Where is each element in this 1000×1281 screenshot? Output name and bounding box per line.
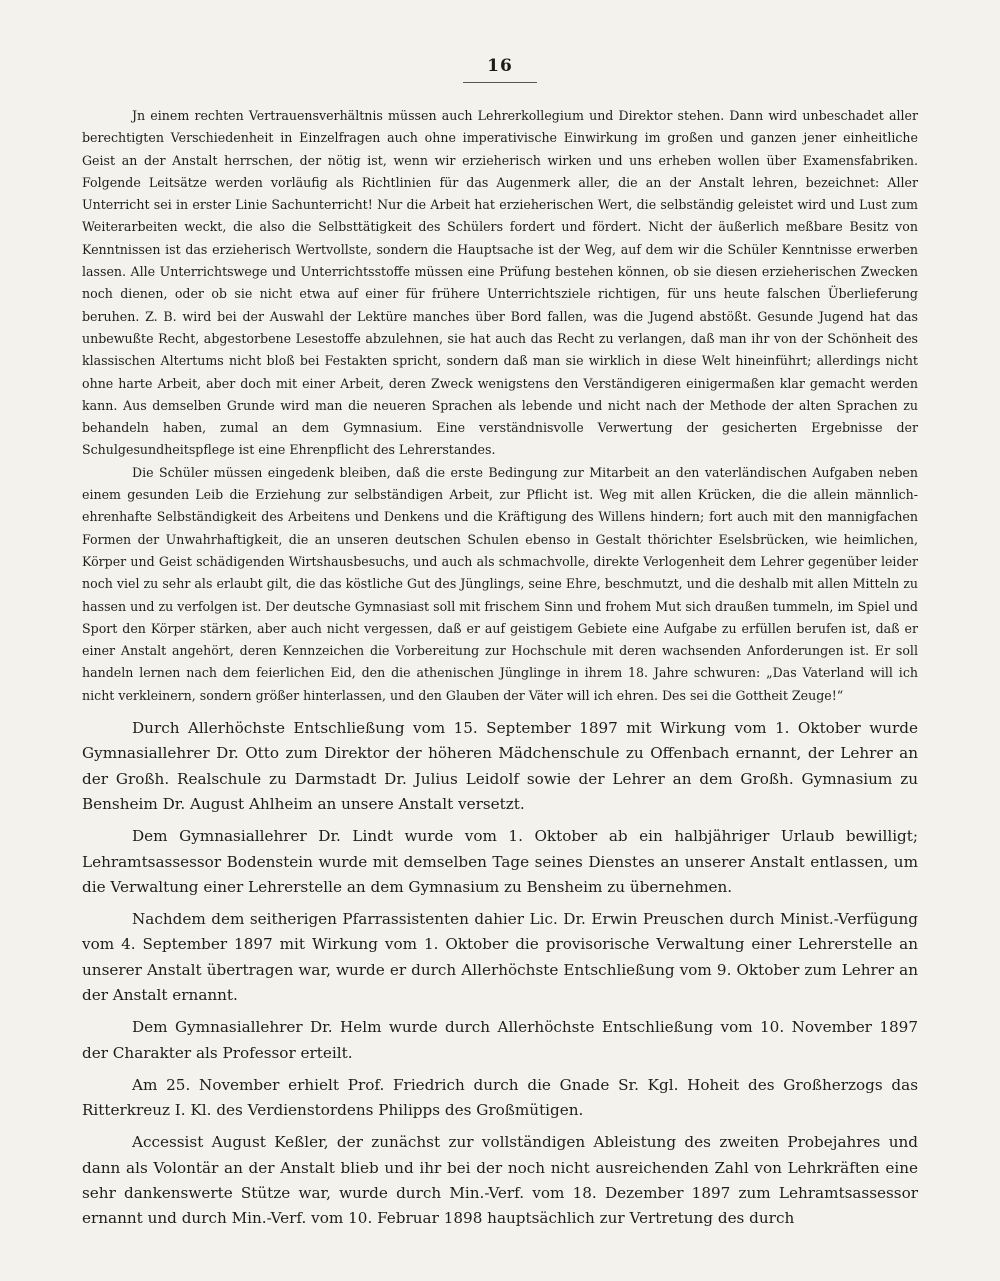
paragraph-kessler: Accessist August Keßler, der zunächst zur vollständigen Ableistung des zweiten Probejahres und dann als Volontär an der Anstalt blieb und ihr bei der noch nicht ausreichenden Zahl von Lehrkräften eine sehr dankenswerte Stütze war, wurde durch Min.-Verf. vom 18. Dezember 1897 zum Lehramtsassessor ernannt und durch Min.-Verf. vom 10. Februar 1898 hauptsächlich zur Vertretung des durch: [82, 1133, 918, 1228]
paragraph-otto-appointment: Durch Allerhöchste Entschließung vom 15. September 1897 mit Wirkung vom 1. Oktober wurde Gymnasiallehrer Dr. Otto zum Direktor der höheren Mädchenschule zu Offenbach ernannt, der Lehrer an der Großh. Realschule zu Darmstadt Dr. Julius Leidolf sowie der Lehrer an dem Großh. Gymnasium zu Bensheim Dr. August Ahlheim an unsere Anstalt versetzt.: [82, 719, 918, 813]
page-number: 16: [487, 56, 513, 76]
staff-changes-section: [82, 716, 918, 1232]
paragraph-students: Die Schüler müssen eingedenk bleiben, daß die erste Bedingung zur Mitarbeit an den vaterländischen Aufgaben neben einem gesunden Leib die Erziehung zur selbständigen Arbeit, zur Pflicht ist. Weg mit allen Krücken, die die allein männlich-ehrenhafte Selbständigkeit des Arbeitens und Denkens und die Kräftigung des Willens hindern; fort auch mit den mannigfachen Formen der Unwahrhaftigkeit, die an unseren deutschen Schulen ebenso in Gestalt thörichter Eselsbrücken, wie heimlichen, Körper und Geist schädigenden Wirtshausbesuchs, und auch als schmachvolle, direkte Verlogenheit dem Lehrer gegenüber leider noch viel zu sehr als erlaubt gilt, die das köstliche Gut des Jünglings, seine Ehre, beschmutzt, und die deshalb mit allen Mitteln zu hassen und zu verfolgen ist. Der deutsche Gymnasiast soll mit frischem Sinn und frohem Mut sich draußen tummeln, im Spiel und Sport den Körper stärken, aber auch nicht vergessen, daß er auf geistigem Gebiete eine Aufgabe zu erfüllen berufen ist, daß er einer Anstalt angehört, deren Kennzeichen die Vorbereitung zur Hochschule mit deren wachsenden Anforderungen ist. Er soll handeln lernen nach dem feierlichen Eid, den die athenischen Jünglinge in ihrem 18. Jahre schwuren: „Das Vaterland will ich nicht verkleinern, sondern größer hinterlassen, und den Glauben der Väter will ich ehren. Des sei die Gottheit Zeuge!“: [82, 464, 918, 703]
paragraph-friedrich: Am 25. November erhielt Prof. Friedrich durch die Gnade Sr. Kgl. Hoheit des Großherzogs das Ritterkreuz I. Kl. des Verdienstordens Philipps des Großmütigen.: [82, 1075, 918, 1120]
paragraph-helm: Dem Gymnasiallehrer Dr. Helm wurde durch Allerhöchste Entschließung vom 10. November 1897 der Charakter als Professor erteilt.: [82, 1018, 918, 1062]
page-number-underline: [463, 82, 537, 83]
paragraph-preuschen: Nachdem dem seitherigen Pfarrassistenten dahier Lic. Dr. Erwin Preuschen durch Minist.-Verfügung vom 4. September 1897 mit Wirkung vom 1. Oktober die provisorische Verwaltung einer Lehrerstelle an unserer Anstalt übertragen war, wurde er durch Allerhöchste Entschließung vom 9. Oktober zum Lehrer an der Anstalt ernannt.: [82, 910, 918, 1004]
paragraph-lindt-leave: Dem Gymnasiallehrer Dr. Lindt wurde vom 1. Oktober ab ein halbjähriger Urlaub bewilligt; Lehramtsassessor Bodenstein wurde mit demselben Tage seines Dienstes an unserer Anstalt entlassen, um die Verwaltung einer Lehrerstelle an dem Gymnasium zu Bensheim zu übernehmen.: [82, 827, 918, 896]
small-print-section: [82, 105, 918, 707]
paragraph-teachers-director: Jn einem rechten Vertrauensverhältnis müssen auch Lehrerkollegium und Direktor stehen. Dann wird unbeschadet aller berechtigten Verschiedenheit in Einzelfragen auch ohne imperativische Einwirkung im großen und ganzen jener einheitliche Geist an der Anstalt herrschen, der nötig ist, wenn wir erzieherisch wirken und uns erheben wollen über Examensfabriken. Folgende Leitsätze werden vorläufig als Richtlinien für das Augenmerk aller, die an der Anstalt lehren, bezeichnet: Aller Unterricht sei in erster Linie Sachunterricht! Nur die Arbeit hat erzieherischen Wert, die selbständig geleistet wird und Lust zum Weiterarbeiten weckt, die also die Selbsttätigkeit des Schülers fordert und fördert. Nicht der äußerlich meßbare Besitz von Kenntnissen ist das erzieherisch Wertvollste, sondern die Hauptsache ist der Weg, auf dem wir die Schüler Kenntnisse erwerben lassen. Alle Unterrichtswege und Unterrichtsstoffe müssen eine Prüfung bestehen können, ob sie diesen erzieherischen Zwecken noch dienen, oder ob sie nicht etwa auf einer für frühere Unterrichtsziele richtigen, für uns heute falschen Überlieferung beruhen. Z. B. wird bei der Auswahl der Lektüre manches über Bord fallen, was die Jugend abstößt. Gesunde Jugend hat das unbewußte Recht, abgestorbene Lesestoffe abzulehnen, sie hat auch das Recht zu verlangen, daß man ihr von der Schönheit des klassischen Altertums nicht bloß bei Festakten spricht, sondern daß man sie wirklich in diese Welt hineinführt; allerdings nicht ohne harte Arbeit, aber doch mit einer Arbeit, deren Zweck wenigstens den Verständigeren einigermaßen klar gemacht werden kann. Aus demselben Grunde wird man die neueren Sprachen als lebende und nicht nach der Methode der alten Sprachen zu behandeln haben, zumal an dem Gymnasium. Eine verständnisvolle Verwertung der gesicherten Ergebnisse der Schulgesundheitspflege ist eine Ehrenpflicht des Lehrerstandes.: [82, 108, 918, 458]
